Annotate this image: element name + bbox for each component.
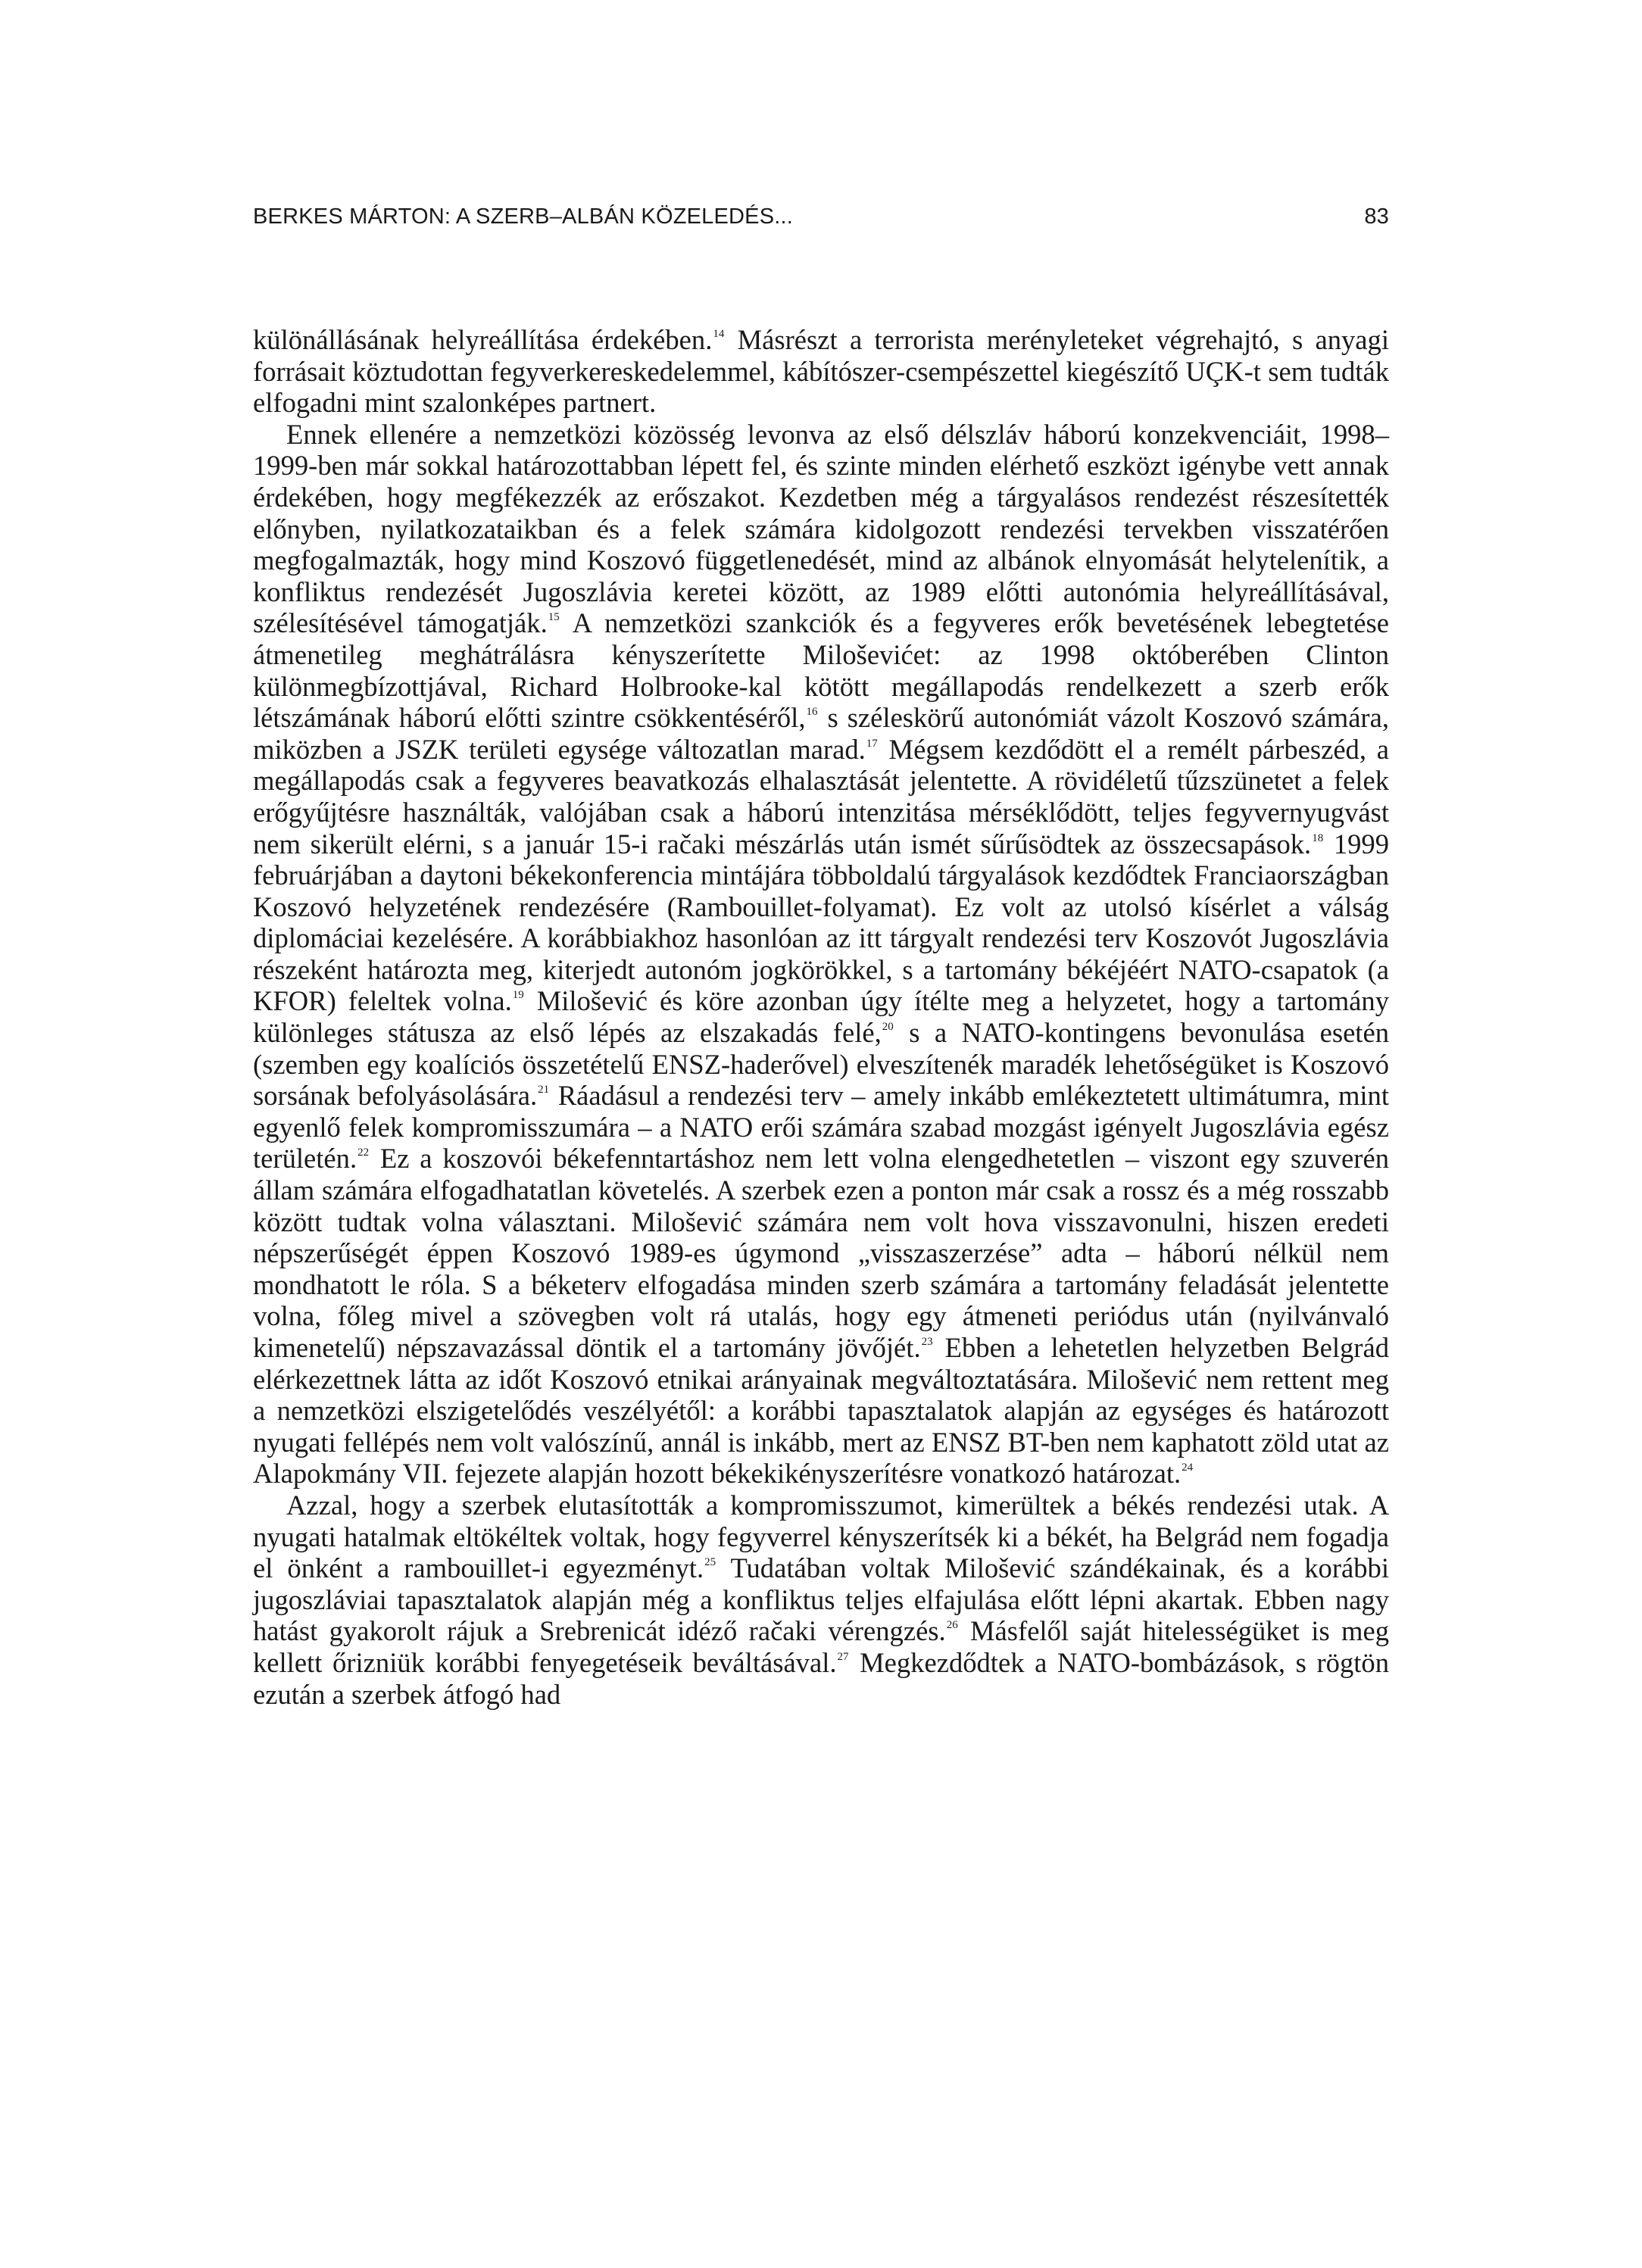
text-run: s széleskörű autonómiát vázolt Koszovó számára, miközben a JSZK területi egysége változatlan marad. [253,702,1389,765]
paragraph [253,1490,1389,1710]
text-run: Másrészt a terrorista merényleteket végrehajtó, s anyagi forrásait köztudottan fegyverkereskedelemmel, kábítószer-csempészettel kiegészítő UÇK-t sem tudták elfogadni mint szalonképes partnert. [253,324,1389,419]
text-run: Ráadásul a rendezési terv – amely inkább emlékeztetett ultimátumra, mint egyenlő felek kompromisszumára – a NATO erői számára szabad mozgást igényelt Jugoszlávia egész területén. [253,1080,1390,1175]
text-run: s a NATO-kontingens bevonulása esetén (szemben egy koalíciós összetételű ENSZ-haderővel) elveszítenék maradék lehetőségüket is Koszovó sorsának befolyásolására. [253,1017,1389,1112]
text-run: 1999 februárjában a daytoni békekonferencia mintájára többoldalú tárgyalások kezdődtek Franciaországban Koszovó helyzetének rendezésére (Rambouillet-folyamat). Ez volt az utolsó kísérlet a válság diplomáciai kezelésére. A korábbiakhoz hasonlóan az itt tárgyalt rendezési terv Koszovót Jugoszlávia részeként határozta meg, kiterjedt autonóm jogkörökkel, s a tartomány békéjéért NATO-csapatok (a KFOR) feleltek volna. [253,828,1389,1017]
footnote-marker: 24 [1182,1462,1194,1474]
text-run: Azzal, hogy a szerbek elutasították a kompromisszumot, kimerültek a békés rendezési utak. A nyugati hatalmak eltökéltek voltak, hogy fegyverrel kényszerítsék ki a békét, ha Belgrád nem fogadja el önként a rambouillet-i egyezményt. [253,1489,1389,1584]
page-number: 83 [1364,204,1389,229]
footnote-marker: 15 [548,611,560,624]
footnote-marker: 26 [946,1619,958,1632]
footnote-marker: 25 [704,1556,716,1569]
text-run: Ennek ellenére a nemzetközi közösség levonva az első délszláv háború konzekvenciáit, 1998–1999-ben már sokkal határozottabban lépett fel, és szinte minden elérhető eszközt igénybe vett annak érdekében, hogy megfékezzék az erőszakot. Kezdetben még a tárgyalásos rendezést részesítették előnyben, nyilatkozataikban és a felek számára kidolgozott rendezési tervekben visszatérően megfogalmazták, hogy mind Koszovó függetlenedését, mind az albánok elnyomását helytelenítik, a konfliktus rendezését Jugoszlávia keretei között, az 1989 előtti autonómia helyreállításával, szélesítésével támogatják. [253,418,1389,639]
text-run: Mégsem kezdődött el a remélt párbeszéd, a megállapodás csak a fegyveres beavatkozás elhalasztását jelentette. A rövidéletű tűzszünetet a felek erőgyűjtésre használták, valójában csak a háború intenzitása mérséklődött, teljes fegyvernyugvást nem sikerült elérni, s a január 15-i račaki mészárlás után ismét sűrűsödtek az összecsapások. [253,733,1389,859]
text-run: Tudatában voltak Milošević szándékainak, és a korábbi jugoszláviai tapasztalatok alapján még a konfliktus teljes elfajulása előtt lépni akartak. Ebben nagy hatást gyakorolt rájuk a Srebrenicát idéző račaki vérengzés. [253,1552,1389,1647]
text-run: Milošević és köre azonban úgy ítélte meg a helyzetet, hogy a tartomány különleges státusza az első lépés az elszakadás felé, [253,985,1389,1049]
footnote-marker: 16 [806,706,818,719]
footnote-marker: 14 [713,328,725,340]
document-page [253,204,1389,1710]
footnote-marker: 20 [882,1021,894,1034]
body-text [253,324,1389,1710]
footnote-marker: 21 [538,1084,550,1097]
footnote-marker: 23 [921,1336,933,1348]
footnote-marker: 22 [357,1146,370,1159]
footnote-marker: 27 [837,1650,849,1663]
paragraph [253,324,1389,419]
text-run: A nemzetközi szankciók és a fegyveres erők bevetésének lebegtetése átmenetileg meghátrálásra kényszerítette Miloševićet: az 1998 októberében Clinton különmegbízottjával, Richard Holbrooke-kal kötött megállapodás rendelkezett a szerb erők létszámának háború előtti szintre csökkentéséről, [253,607,1389,734]
text-run: Ebben a lehetetlen helyzetben Belgrád elérkezettnek látta az időt Koszovó etnikai arányainak megváltoztatására. Milošević nem rettent meg a nemzetközi elszigetelődés veszélyétől: a korábbi tapasztalatok alapján az egységes és határozott nyugati fellépés nem volt valószínű, annál is inkább, mert az ENSZ BT-ben nem kaphatott zöld utat az Alapokmány VII. fejezete alapján hozott békekikényszerítésre vonatkozó határozat. [253,1332,1389,1490]
footnote-marker: 18 [1312,831,1324,844]
text-run: Ez a koszovói békefenntartáshoz nem lett volna elengedhetetlen – viszont egy szuverén állam számára elfogadhatatlan követelés. A szerbek ezen a ponton már csak a rossz és a még rosszabb között tudtak volna választani. Milošević számára nem volt hova visszavonulni, hiszen eredeti népszerűségét éppen Koszovó 1989-es úgymond „visszaszerzése” adta – háború nélkül nem mondhatott le róla. S a béketerv elfogadása minden szerb számára a tartomány feladását jelentette volna, főleg mivel a szövegben volt rá utalás, hogy egy átmeneti periódus után (nyilvánvaló kimenetelű) népszavazással döntik el a tartomány jövőjét. [253,1143,1389,1363]
running-header [253,204,1389,235]
running-title: BERKES MÁRTON: A SZERB–ALBÁN KÖZELEDÉS... [253,204,794,229]
text-run: Másfelől saját hitelességüket is meg kellett őrizniük korábbi fenyegetéseik beváltásával. [253,1615,1389,1678]
paragraph [253,419,1389,1490]
text-run: Megkezdődtek a NATO-bombázások, s rögtön ezután a szerbek átfogó had [253,1646,1389,1710]
text-run: különállásának helyreállítása érdekében. [253,324,713,355]
footnote-marker: 17 [866,737,878,750]
footnote-marker: 19 [512,989,524,1002]
